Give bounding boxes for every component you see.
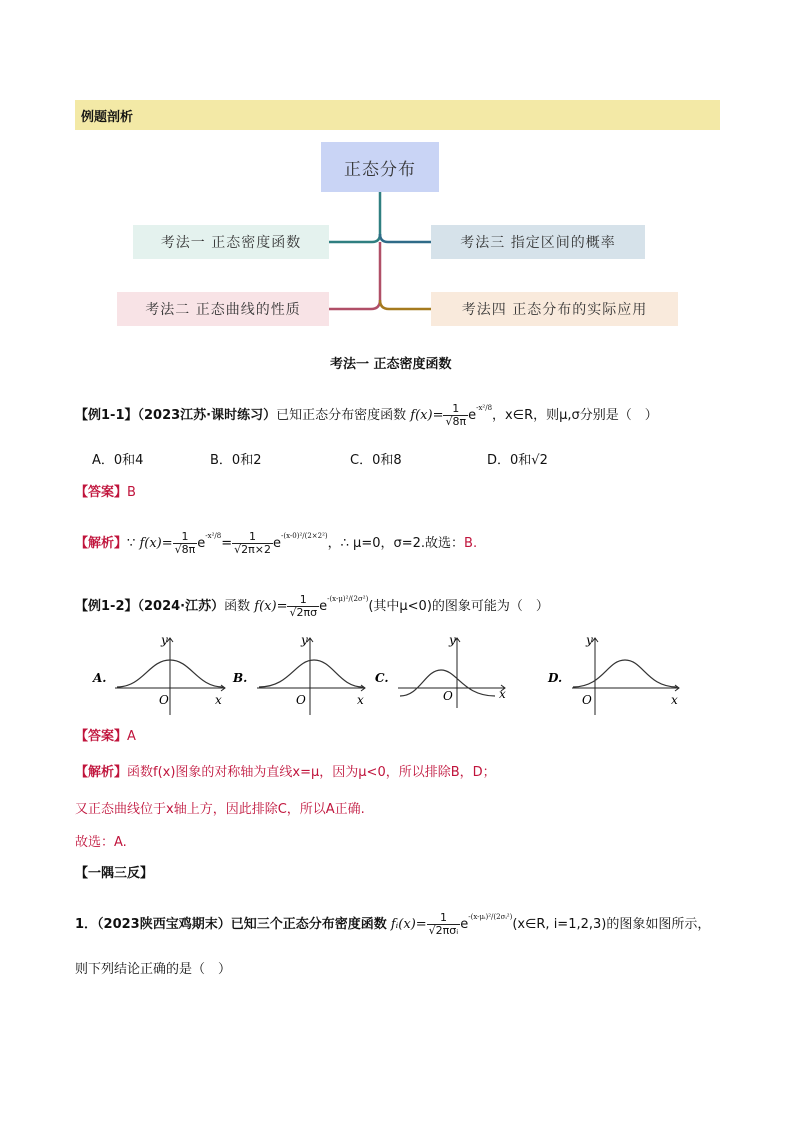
- answer-value: B: [127, 485, 136, 500]
- analysis-fraction-1: [173, 531, 198, 556]
- axis-y: y: [161, 633, 168, 647]
- answer-1-2: [75, 729, 136, 745]
- axis-x: x: [357, 693, 364, 707]
- practice-q1-line2: 则下列结论正确的是（ ）: [75, 962, 232, 977]
- fraction-denominator: √2πσᵢ: [428, 924, 459, 937]
- analysis-1-2-line2: 又正态曲线位于x轴上方，因此排除C，所以A正确.: [75, 802, 365, 817]
- graph-label-d: D.: [548, 671, 563, 685]
- example-tag: 【例1-2】: [75, 599, 138, 614]
- origin: O: [582, 693, 592, 707]
- fraction-denominator: √8π: [174, 543, 196, 556]
- fraction-numerator: 1: [232, 531, 273, 544]
- section-title: 例题剖析: [81, 110, 134, 125]
- stem-text-a: 函数: [224, 599, 251, 614]
- example-tag: 【例1-1】: [75, 408, 138, 423]
- answer-label: 【答案】: [75, 485, 128, 500]
- exp-superscript: -x²/8: [476, 404, 493, 412]
- graph-label-c: C.: [375, 671, 389, 685]
- axis-x: x: [215, 693, 222, 707]
- origin: O: [443, 689, 453, 703]
- exp-superscript: -(x-μ)²/(2σ²): [327, 595, 369, 603]
- q1-exp: -(x-μᵢ)²/(2σᵢ²): [468, 913, 513, 921]
- mindmap-item-1: 考法一 正态密度函数: [133, 225, 329, 259]
- analysis-1-2-line1: [75, 765, 496, 781]
- analysis-label: 【解析】: [75, 765, 128, 780]
- option-b: B．0和2: [210, 453, 262, 468]
- origin: O: [159, 693, 169, 707]
- origin: O: [296, 693, 306, 707]
- graph-a: [92, 633, 225, 715]
- analysis-fraction-2: [232, 531, 273, 556]
- subheading: 考法一 正态密度函数: [330, 357, 452, 372]
- because-symbol: ∵: [127, 536, 136, 551]
- q1-fraction: [427, 912, 461, 937]
- analysis-choice: B.: [464, 536, 478, 551]
- fraction-numerator: 1: [287, 594, 319, 607]
- mindmap-item-2: 考法二 正态曲线的性质: [117, 292, 329, 326]
- analysis-text-b: ，∴ μ=0，σ=2.故选：: [327, 536, 465, 551]
- fraction-denominator: √2πσ: [289, 606, 318, 619]
- analysis-text: 函数f(x)图象的对称轴为直线x=μ，因为μ<0，所以排除B，D；: [127, 765, 496, 780]
- analysis-label: 【解析】: [75, 536, 128, 551]
- equals-sign: =: [221, 536, 233, 551]
- option-d: D．0和√2: [487, 453, 548, 468]
- practice-title: 【一隅三反】: [75, 866, 154, 881]
- stem-text-a: 已知正态分布密度函数: [276, 408, 407, 423]
- answer-label: 【答案】: [75, 729, 128, 744]
- graph-label-a: A.: [93, 671, 107, 685]
- fraction: [443, 403, 468, 428]
- analysis-1-2-line3: 故选：A.: [75, 835, 127, 850]
- option-c: C．0和8: [350, 453, 402, 468]
- example-1-2-stem: 【例1-2】（2024·江苏）函数 f(x)= $\frac{1}{√2\pi\sigma}$ $e^{-(x-\mu)^2/(2\sigma^2)}$(其中μ<0)的图象可能为（ ）: [75, 593, 549, 619]
- graph-options: [85, 630, 700, 720]
- axis-x: x: [671, 693, 678, 707]
- answer-1-1: [75, 485, 136, 501]
- exp-base: e: [468, 408, 477, 423]
- fraction-numerator: 1: [173, 531, 198, 544]
- practice-q1: 1．（2023陕西宝鸡期末）已知三个正态分布密度函数 fᵢ(x)= $\frac{1}{\text{√2πσᵢ}}$ $e^{-(x-\mu ᵢ)^2/(2\sigma ᵢ^2)}(x\in R$, i=1,2,3)的图象如图所示，: [75, 911, 711, 937]
- curve-d: [573, 660, 677, 687]
- analysis-exp-1: -x²/8: [205, 532, 222, 540]
- q1-function: fᵢ(x)=: [390, 917, 427, 932]
- connector-item-2: [329, 242, 380, 309]
- graph-c: [375, 633, 506, 708]
- graph-label-b: B.: [233, 671, 248, 685]
- curve-b: [259, 660, 363, 687]
- analysis-function: f(x)=: [139, 536, 173, 551]
- answer-value: A: [127, 729, 136, 744]
- example-source: （2024·江苏）: [137, 599, 225, 614]
- axis-x: x: [499, 687, 506, 701]
- connector-item-3: [380, 234, 431, 242]
- mindmap-item-3: 考法三 指定区间的概率: [431, 225, 645, 259]
- stem-text-b: (其中μ<0)的图象可能为（ ）: [368, 599, 549, 614]
- fraction-denominator: √2π×2: [234, 543, 271, 556]
- function-label: f(x)=: [410, 408, 444, 423]
- q1-text-b: (x∈R, i=1,2,3)的图象如图所示，: [512, 917, 711, 932]
- axis-y: y: [301, 633, 308, 647]
- axis-y: y: [449, 633, 456, 647]
- q1-text-a: 1．（2023陕西宝鸡期末）已知三个正态分布密度函数: [75, 917, 387, 932]
- analysis-exp-2: -(x-0)²/(2×2²): [280, 532, 328, 540]
- function-label: f(x)=: [254, 599, 288, 614]
- fraction-denominator: √8π: [445, 415, 467, 428]
- connector-item-4: [380, 300, 431, 309]
- graph-d: [547, 633, 679, 715]
- example-1-1-stem: [75, 403, 658, 428]
- fraction-numerator: 1: [427, 912, 461, 925]
- mindmap-root: 正态分布: [321, 142, 439, 192]
- option-a: A．0和4: [92, 453, 144, 468]
- mindmap-item-4: 考法四 正态分布的实际应用: [431, 292, 678, 326]
- example-source: （2023江苏·课时练习）: [137, 408, 277, 423]
- stem-text-b: ，x∈R，则μ,σ分别是（ ）: [492, 408, 658, 423]
- fraction-numerator: 1: [443, 403, 468, 416]
- fraction: [287, 594, 319, 619]
- connector-item-1: [329, 234, 380, 242]
- axis-y: y: [586, 633, 593, 647]
- graph-b: [232, 633, 365, 715]
- analysis-1-1: 【解析】∵ f(x)= $\frac{1}{√8\pi}$ $e^{-x^2/8}=$ $\frac{1}{√2\pi\times 2}$ $e^{-(x-0)^2/(2\times 2^2)}$，∴ μ=0，σ=2.故选：B.: [75, 530, 478, 556]
